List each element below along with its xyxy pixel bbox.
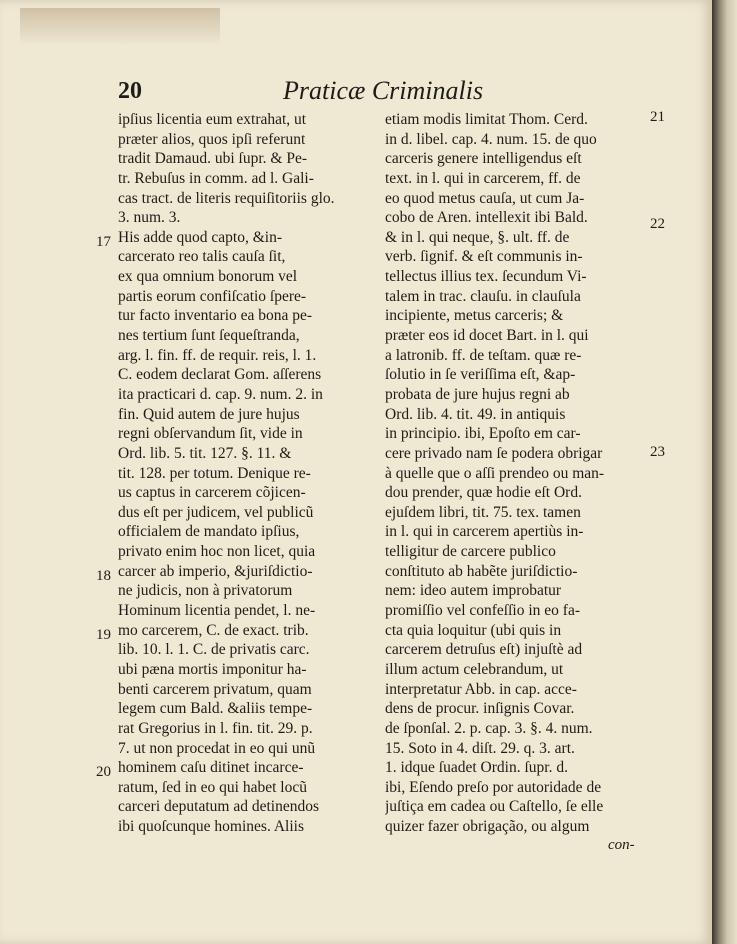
left-column-line: privato enim hoc non licet, quia [118, 543, 316, 561]
right-column-line: 1. idque ſuadet Ordin. ſupr. d. [385, 759, 568, 777]
catchword: con- [608, 837, 635, 853]
right-column-line: ſolutio in ſe veriſſima eſt, &ap- [385, 366, 576, 384]
right-column-line: carcerem detruſus eſt) injuſtè ad [385, 641, 583, 659]
left-column-line: benti carcerem privatum, quam [118, 680, 312, 698]
left-column-line: 3. num. 3. [118, 209, 181, 227]
right-column-line: quizer fazer obrigação, ou algum [385, 818, 590, 836]
left-column-line: hominem caſu ditinet incarce- [118, 759, 304, 777]
right-column-line: a latronib. ff. de teſtam. quæ re- [385, 346, 582, 364]
left-column-line: carceri deputatum ad detinendos [118, 798, 319, 816]
left-column-line: fin. Quid autem de jure hujus [118, 405, 300, 423]
page-number: 20 [118, 78, 142, 104]
page-header [118, 76, 598, 110]
right-column-line: eo quod metus cauſa, ut cum Ja- [385, 189, 585, 207]
paper-stain [20, 8, 220, 46]
left-column-line: ipſius licentia eum extrahat, ut [118, 111, 307, 128]
left-column-line: tur facto inventario ea bona pe- [118, 307, 313, 325]
left-column [118, 110, 380, 837]
right-column-line: tellectus illius tex. ſecundum Vi- [385, 268, 587, 286]
left-column-line: carcerato reo talis cauſa ſit, [118, 248, 286, 266]
right-column-line: juſtiça em cadea ou Caſtello, ſe elle [385, 798, 604, 816]
left-column-line: 7. ut non procedat in eo qui unũ [118, 739, 316, 757]
left-column-line: ita practicari d. cap. 9. num. 2. in [118, 385, 323, 403]
right-column-line: illum actum celebrandum, ut [385, 660, 564, 678]
left-column-line: Hominum licentia pendet, l. ne- [118, 602, 316, 620]
left-column-line: ratum, ſed in eo qui habet locũ [118, 778, 307, 796]
right-column-line: etiam modis limitat Thom. Cerd. [385, 111, 588, 128]
left-column-line: legem cum Bald. &aliis tempe- [118, 700, 313, 718]
running-title: Praticæ Criminalis [283, 76, 484, 105]
right-column-line: text. in l. qui in carcerem, ff. de [385, 169, 581, 187]
margin-number-19: 19 [96, 627, 111, 643]
margin-number-20: 20 [96, 764, 111, 780]
right-column-line: in principio. ibi, Epoſto em car- [385, 425, 581, 443]
left-column-line: ubi pæna mortis imponitur ha- [118, 660, 307, 678]
right-column-line: in l. qui in carcerem apertiùs in- [385, 523, 584, 541]
left-column-line: mo carcerem, C. de exact. trib. [118, 621, 309, 639]
left-column-line: præter alios, quos ipſi referunt [118, 130, 306, 148]
margin-number-21: 21 [650, 109, 665, 125]
left-column-line: arg. l. fin. ff. de requir. reis, l. 1. [118, 346, 317, 364]
right-column-line: cta quia loquitur (ubi quis in [385, 621, 562, 639]
margin-number-23: 23 [650, 444, 665, 460]
right-column-line: præter eos id docet Bart. in l. qui [385, 327, 589, 345]
right-column-line: probata de jure hujus regni ab [385, 385, 570, 403]
left-column-line: rat Gregorius in l. fin. tit. 29. p. [118, 719, 313, 737]
margin-number-17: 17 [96, 234, 111, 250]
right-column-line: nem: ideo autem improbatur [385, 582, 562, 600]
right-column-line: conſtituto ab habẽte juriſdictio- [385, 562, 578, 580]
left-column-line: lib. 10. l. 1. C. de privatis carc. [118, 641, 310, 659]
right-column [385, 110, 647, 837]
right-column-line: cobo de Aren. intellexit ibi Bald. [385, 209, 588, 227]
right-column-line: ejuſdem libri, tit. 75. tex. tamen [385, 503, 581, 521]
right-column-line: promiſſio vel confeſſio in eo fa- [385, 602, 580, 620]
left-column-line: ne judicis, non à privatorum [118, 582, 293, 600]
left-column-line: Ord. lib. 5. tit. 127. §. 11. & [118, 444, 292, 462]
left-column-line: carcer ab imperio, &juriſdictio- [118, 562, 313, 580]
margin-number-22: 22 [650, 216, 665, 232]
left-column-line: nes tertium ſunt ſequeſtranda, [118, 327, 300, 345]
page-gutter-edge [712, 0, 737, 944]
right-column-line: à quelle que o aſſi prendeo ou man- [385, 464, 605, 482]
left-column-line: us captus in carcerem cõjicen- [118, 484, 306, 502]
left-column-line: tit. 128. per totum. Denique re- [118, 464, 311, 482]
margin-number-18: 18 [96, 568, 111, 584]
left-column-line: ibi quoſcunque homines. Aliis [118, 818, 304, 836]
right-column-line: 15. Soto in 4. diſt. 29. q. 3. art. [385, 739, 575, 757]
left-column-line: His adde quod capto, &in- [118, 228, 283, 246]
right-column-line: de ſponſal. 2. p. cap. 3. §. 4. num. [385, 719, 593, 737]
right-column-line: Ord. lib. 4. tit. 49. in antiquis [385, 405, 566, 423]
left-column-line: tradit Damaud. ubi ſupr. & Pe- [118, 150, 307, 168]
left-column-line: ex qua omnium bonorum vel [118, 268, 298, 286]
right-column-line: carceris genere intelligendus eſt [385, 150, 582, 168]
right-column-line: dou prender, quæ hodie eſt Ord. [385, 484, 582, 502]
right-column-line: incipiente, metus carceris; & [385, 307, 564, 325]
left-column-line: partis eorum confiſcatio ſpere- [118, 287, 307, 305]
right-column-line: interpretatur Abb. in cap. acce- [385, 680, 577, 698]
left-column-line: C. eodem declarat Gom. aſſerens [118, 366, 322, 384]
right-column-line: & in l. qui neque, §. ult. ff. de [385, 228, 570, 246]
right-column-line: talem in trac. clauſu. in clauſula [385, 287, 581, 305]
right-column-line: dens de procur. inſignis Covar. [385, 700, 575, 718]
right-column-line: verb. ſignif. & eſt communis in- [385, 248, 583, 266]
left-column-line: officialem de mandato ipſius, [118, 523, 300, 541]
left-column-line: tr. Rebuſus in comm. ad l. Gali- [118, 169, 314, 187]
right-column-line: ibi, Eſendo preſo por autoridade de [385, 778, 602, 796]
right-column-line: telligitur de carcere publico [385, 543, 556, 561]
right-column-line: in d. libel. cap. 4. num. 15. de quo [385, 130, 597, 148]
left-column-line: regni obſervandum ſit, vide in [118, 425, 303, 443]
left-column-line: cas tract. de literis requiſitoriis glo. [118, 189, 335, 207]
right-column-line: cere privado nam ſe podera obrigar [385, 444, 603, 462]
left-column-line: dus eſt per judicem, vel publicũ [118, 503, 314, 521]
